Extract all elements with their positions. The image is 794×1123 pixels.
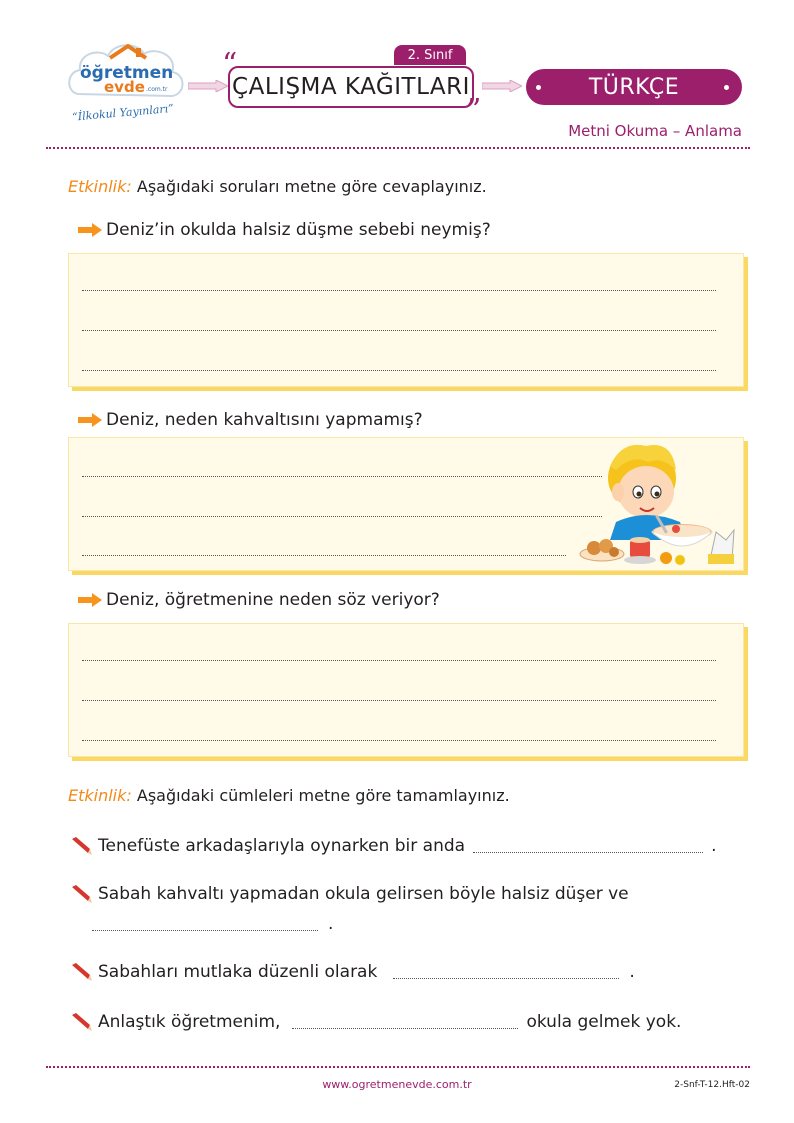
orange-arrow-icon — [78, 223, 102, 237]
activity-text: Aşağıdaki soruları metne göre cevaplayınız. — [136, 177, 487, 196]
publisher-logo — [66, 36, 188, 126]
answer-line[interactable] — [82, 290, 716, 291]
footer-website-link[interactable]: www.ogretmenevde.com.tr — [322, 1078, 472, 1091]
question-3 — [78, 590, 440, 610]
sentence-text: Sabah kahvaltı yapmadan okula gelirsen böyle halsiz düşer ve — [98, 884, 629, 904]
answer-line[interactable] — [82, 660, 716, 661]
document-code: 2-Snf-T-12.Hft-02 — [674, 1080, 750, 1090]
answer-box-3[interactable] — [68, 623, 744, 757]
sentence-3 — [70, 962, 635, 982]
question-text: Deniz’in okulda halsiz düşme sebebi neymiş? — [106, 220, 491, 240]
activity-tag: Etkinlik: — [68, 786, 132, 805]
topic-label: Metni Okuma – Anlama — [568, 122, 742, 140]
sentence-end: . — [711, 836, 717, 856]
sentence-end: okula gelmek yok. — [526, 1012, 682, 1032]
question-1 — [78, 220, 491, 240]
close-quote-mark: ” — [466, 93, 482, 128]
activity-text: Aşağıdaki cümleleri metne göre tamamlayınız. — [136, 786, 510, 805]
sentence-end: . — [629, 962, 635, 982]
pencil-icon — [70, 1013, 92, 1031]
sentence-2 — [70, 884, 629, 904]
fill-blank[interactable] — [92, 918, 318, 931]
activity-2-instruction — [68, 786, 510, 805]
answer-line[interactable] — [82, 700, 716, 701]
answer-line[interactable] — [82, 330, 716, 331]
svg-text:.com.tr: .com.tr — [146, 86, 168, 93]
question-text: Deniz, neden kahvaltısını yapmamış? — [106, 410, 423, 430]
answer-line[interactable] — [82, 370, 716, 371]
answer-box-1[interactable] — [68, 253, 744, 387]
footer-divider — [46, 1066, 750, 1068]
pencil-icon — [70, 837, 92, 855]
bullet-dot-icon — [724, 85, 729, 90]
orange-arrow-icon — [78, 593, 102, 607]
page-title: ÇALIŞMA KAĞITLARI — [228, 66, 474, 108]
subject-label: TÜRKÇE — [588, 74, 680, 100]
pencil-icon — [70, 885, 92, 903]
answer-line[interactable] — [82, 740, 716, 741]
sentence-2-continuation — [92, 914, 333, 934]
fill-blank[interactable] — [393, 966, 619, 979]
sentence-4 — [70, 1012, 681, 1032]
activity-1-instruction — [68, 177, 487, 196]
bullet-dot-icon — [536, 85, 541, 90]
pencil-icon — [70, 963, 92, 981]
boy-eating-breakfast-illustration — [576, 436, 740, 570]
subject-badge — [526, 69, 742, 105]
grade-badge: 2. Sınıf — [394, 45, 466, 65]
answer-line[interactable] — [82, 476, 602, 477]
question-2 — [78, 410, 423, 430]
sentence-1 — [70, 836, 716, 856]
sentence-text: Tenefüste arkadaşlarıyla oynarken bir anda — [98, 836, 466, 856]
svg-text:öğretmen: öğretmen — [80, 63, 174, 83]
fill-blank[interactable] — [473, 840, 703, 853]
answer-line[interactable] — [82, 516, 602, 517]
svg-text:“İlkokul Yayınları”: “İlkokul Yayınları” — [71, 101, 175, 124]
orange-arrow-icon — [78, 413, 102, 427]
answer-line[interactable] — [82, 555, 566, 556]
fill-blank[interactable] — [292, 1016, 518, 1029]
sentence-end: . — [328, 914, 334, 934]
activity-tag: Etkinlik: — [68, 177, 132, 196]
sentence-text: Anlaştık öğretmenim, — [98, 1012, 281, 1032]
svg-text:evde: evde — [104, 78, 145, 96]
header-arrow-icon — [482, 80, 522, 92]
sentence-text: Sabahları mutlaka düzenli olarak — [98, 962, 378, 982]
header-divider — [46, 147, 750, 149]
question-text: Deniz, öğretmenine neden söz veriyor? — [106, 590, 440, 610]
open-quote-mark: “ — [222, 47, 238, 82]
